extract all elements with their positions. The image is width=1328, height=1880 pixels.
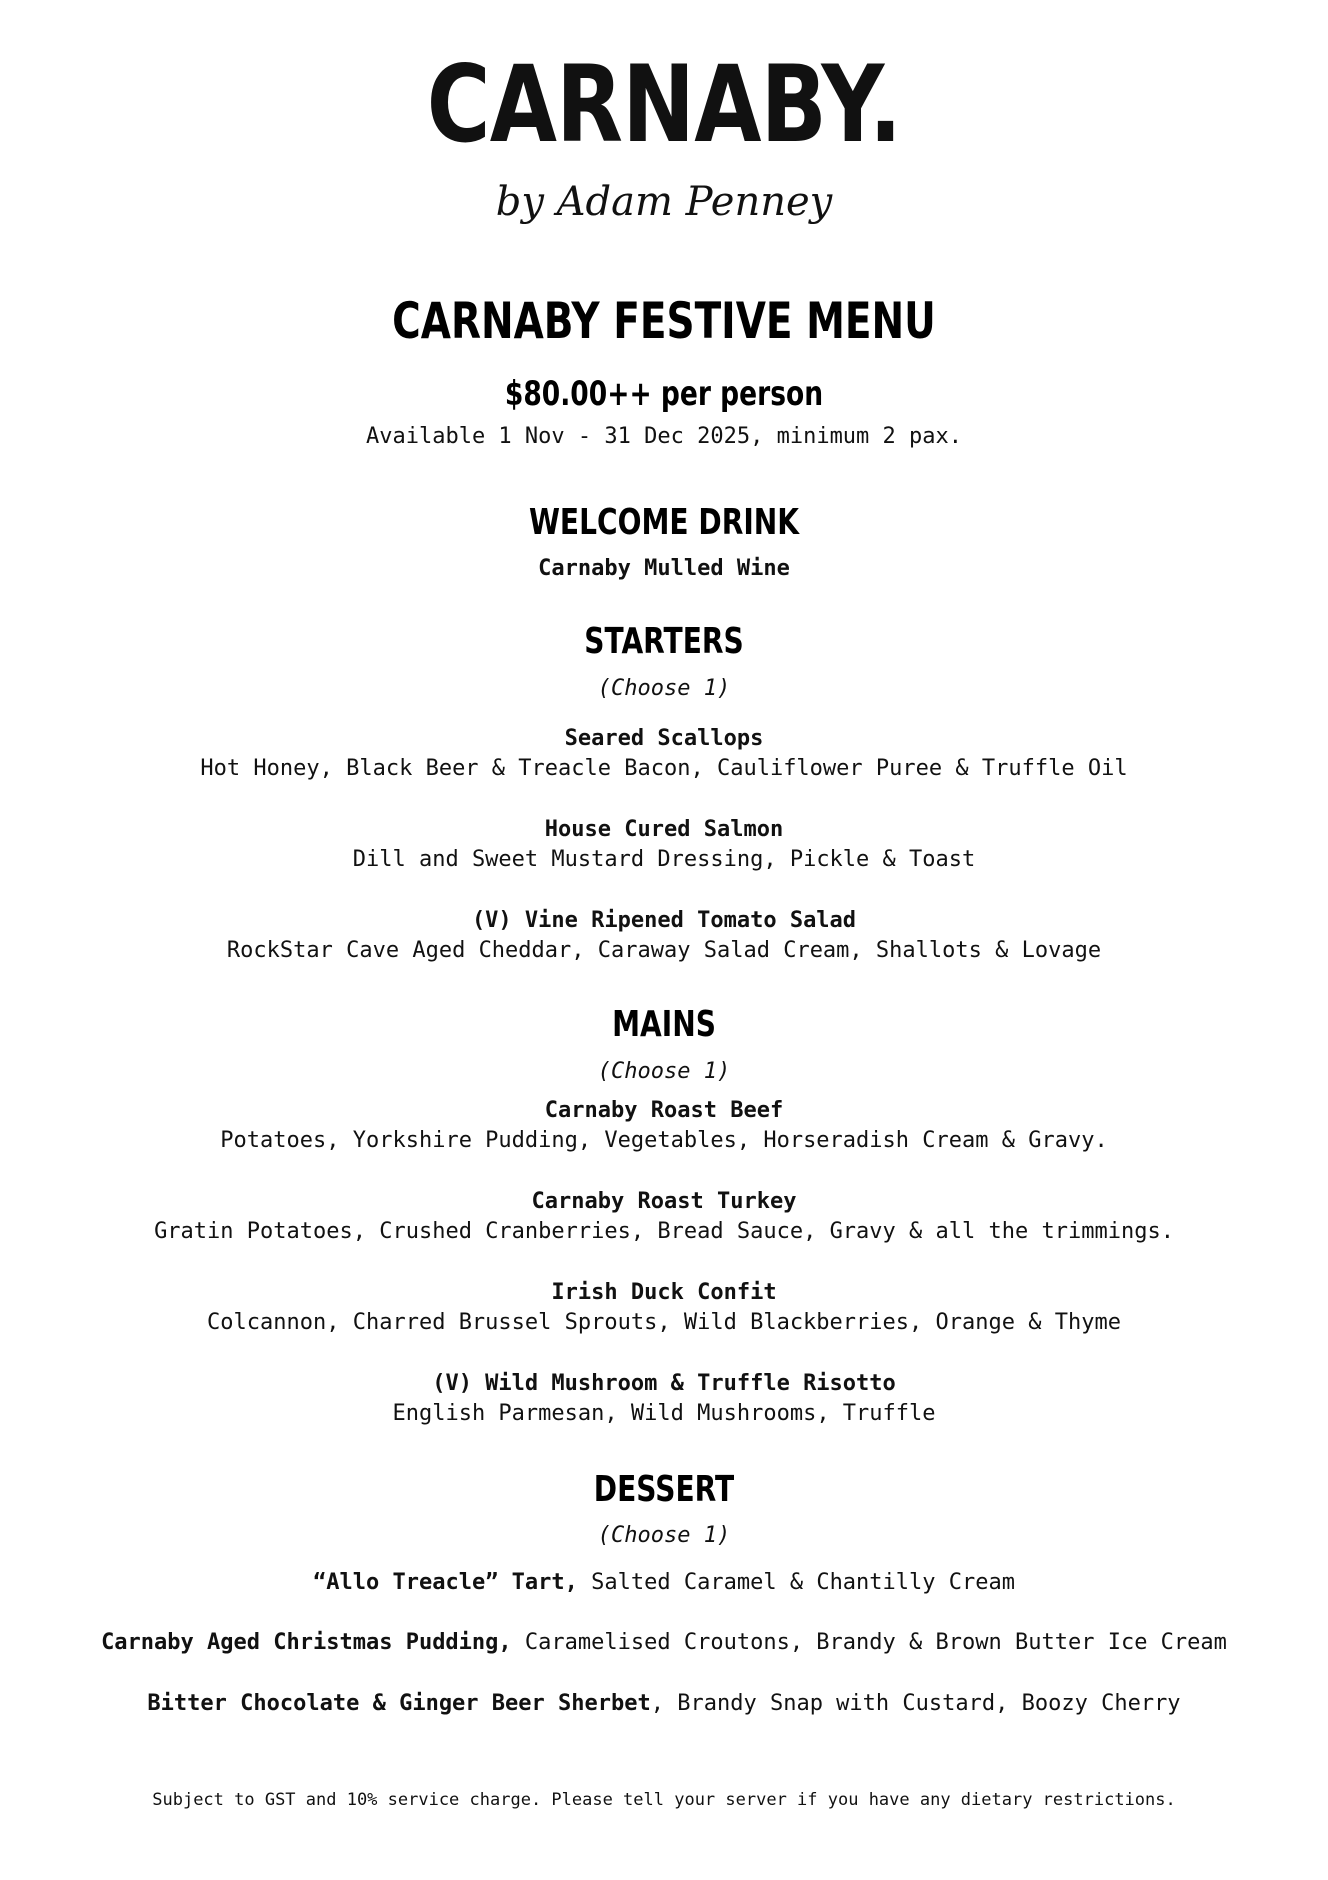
main-description: Potatoes, Yorkshire Pudding, Vegetables, Horseradish Cream & Gravy.	[220, 1128, 1108, 1153]
main-description: Colcannon, Charred Brussel Sprouts, Wild Blackberries, Orange & Thyme	[207, 1310, 1121, 1335]
main-name: Carnaby Roast Beef	[544, 1098, 784, 1123]
welcome-drink-heading: WELCOME DRINK	[528, 502, 800, 543]
dessert-name: “Allo Treacle” Tart,	[313, 1570, 578, 1595]
starter-name: House Cured Salmon	[544, 817, 784, 842]
starters-choose-note: (Choose 1)	[597, 676, 731, 701]
starter-name: (V) Vine Ripened Tomato Salad	[471, 908, 857, 933]
dessert-item	[0, 1572, 1328, 1594]
starter-name: Seared Scallops	[564, 726, 764, 751]
starter-description: Dill and Sweet Mustard Dressing, Pickle & Toast	[352, 847, 976, 872]
logo-signature: by Adam Penney	[495, 179, 833, 225]
starter-description: Hot Honey, Black Beer & Treacle Bacon, Cauliflower Puree & Truffle Oil	[200, 756, 1128, 781]
main-description: Gratin Potatoes, Crushed Cranberries, Bread Sauce, Gravy & all the trimmings.	[154, 1219, 1174, 1244]
dessert-item	[0, 1632, 1328, 1654]
starter-description: RockStar Cave Aged Cheddar, Caraway Salad Cream, Shallots & Lovage	[226, 938, 1102, 963]
availability-note: Available 1 Nov - 31 Dec 2025, minimum 2 pax.	[365, 424, 963, 449]
welcome-drink-item: Carnaby Mulled Wine	[538, 556, 790, 581]
menu-title: CARNABY FESTIVE MENU	[392, 292, 936, 350]
main-name: Irish Duck Confit	[551, 1280, 777, 1305]
footer-note: Subject to GST and 10% service charge. Please tell your server if you have any dietary restrictions.	[152, 1790, 1176, 1810]
dessert-choose-note: (Choose 1)	[597, 1523, 731, 1548]
main-name: (V) Wild Mushroom & Truffle Risotto	[432, 1371, 896, 1396]
dessert-name: Carnaby Aged Christmas Pudding,	[101, 1630, 512, 1655]
main-description: English Parmesan, Wild Mushrooms, Truffle	[392, 1401, 936, 1426]
menu-price: $80.00++ per person	[504, 374, 824, 414]
dessert-description: Caramelised Croutons, Brandy & Brown Butter Ice Cream	[511, 1630, 1227, 1655]
logo-wordmark: CARNABY.	[426, 43, 902, 166]
dessert-description: , Brandy Snap with Custard, Boozy Cherry	[650, 1691, 1181, 1716]
dessert-item	[0, 1693, 1328, 1715]
starters-heading: STARTERS	[584, 621, 744, 662]
main-name: Carnaby Roast Turkey	[531, 1189, 797, 1214]
mains-heading: MAINS	[612, 1004, 716, 1045]
dessert-heading: DESSERT	[593, 1469, 735, 1510]
dessert-description: Salted Caramel & Chantilly Cream	[577, 1570, 1015, 1595]
dessert-name: Bitter Chocolate & Ginger Beer Sherbet	[147, 1691, 651, 1716]
mains-choose-note: (Choose 1)	[597, 1059, 731, 1084]
